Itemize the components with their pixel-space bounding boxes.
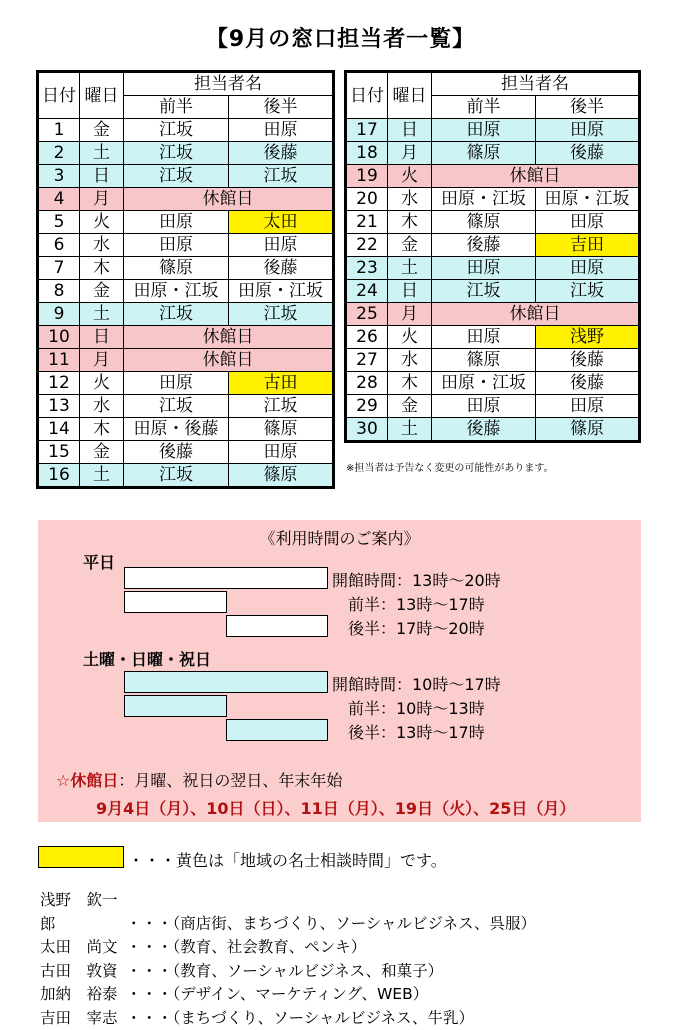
first-half-staff: 篠原 (432, 211, 536, 234)
table-row (38, 326, 334, 349)
table-row (346, 372, 640, 395)
weekday-cell: 日 (80, 326, 124, 349)
table-row (38, 303, 334, 326)
weekend-first-bar (124, 695, 227, 717)
weekday-open-label: 開館時間：13時～20時 (332, 568, 501, 591)
date-cell: 6 (38, 234, 80, 257)
table-row (38, 418, 334, 441)
weekday-cell: 金 (80, 441, 124, 464)
first-half-staff: 江坂 (124, 464, 229, 488)
advisor-item (40, 983, 536, 1007)
table-row (346, 326, 640, 349)
weekday-heading: 平日 (83, 550, 115, 573)
second-half-header: 後半 (229, 96, 334, 119)
table-row (38, 280, 334, 303)
first-half-staff: 江坂 (124, 395, 229, 418)
date-cell: 19 (346, 165, 388, 188)
first-half-header: 前半 (432, 96, 536, 119)
second-half-staff: 田原・江坂 (536, 188, 640, 211)
date-cell: 10 (38, 326, 80, 349)
weekday-cell: 火 (388, 326, 432, 349)
closed-dates: 9月4日（月）、10日（日）、11日（月）、19日（火）、25日（月） (96, 796, 575, 819)
date-header: 日付 (346, 72, 388, 119)
weekday-cell: 土 (80, 464, 124, 488)
date-cell: 24 (346, 280, 388, 303)
date-cell: 29 (346, 395, 388, 418)
second-half-staff: 江坂 (536, 280, 640, 303)
date-cell: 11 (38, 349, 80, 372)
second-half-staff: 太田 (229, 211, 334, 234)
weekday-cell: 金 (388, 234, 432, 257)
table-header-row (38, 72, 334, 96)
table-row (346, 188, 640, 211)
weekday-cell: 火 (80, 372, 124, 395)
second-half-staff: 田原 (229, 234, 334, 257)
weekday-cell: 木 (388, 211, 432, 234)
date-cell: 9 (38, 303, 80, 326)
second-half-staff: 田原 (536, 395, 640, 418)
date-cell: 14 (38, 418, 80, 441)
closed-days-desc: ：月曜、祝日の翌日、年末年始 (118, 771, 342, 790)
advisor-item (40, 889, 536, 936)
table-row (38, 188, 334, 211)
first-half-staff: 江坂 (124, 119, 229, 142)
closed-days-line (56, 768, 342, 791)
table-row (346, 303, 640, 326)
weekend-second-label: 後半：13時～17時 (348, 720, 485, 743)
advisor-name: 浅野 欽一郎 (40, 889, 126, 936)
table-row (346, 395, 640, 418)
table-row (38, 165, 334, 188)
date-cell: 5 (38, 211, 80, 234)
second-half-staff: 後藤 (536, 349, 640, 372)
table-row (346, 165, 640, 188)
weekday-cell: 木 (80, 257, 124, 280)
advisor-item (40, 936, 536, 960)
advisor-name: 古田 敦資 (40, 960, 126, 984)
first-half-staff: 江坂 (124, 303, 229, 326)
weekday-header: 曜日 (80, 72, 124, 119)
advisor-desc: ・・・（デザイン、マーケティング、WEB） (126, 985, 428, 1003)
second-half-staff: 田原 (229, 441, 334, 464)
weekday-second-label: 後半：17時～20時 (348, 616, 485, 639)
first-half-staff: 江坂 (124, 142, 229, 165)
advisor-item (40, 1007, 536, 1030)
date-cell: 21 (346, 211, 388, 234)
second-half-staff: 江坂 (229, 395, 334, 418)
advisor-desc: ・・・（まちづくり、ソーシャルビジネス、牛乳） (126, 1009, 474, 1027)
second-half-staff: 江坂 (229, 165, 334, 188)
yellow-legend-swatch (38, 846, 124, 868)
first-half-staff: 後藤 (124, 441, 229, 464)
table-row (346, 349, 640, 372)
weekday-cell: 日 (388, 119, 432, 142)
date-cell: 4 (38, 188, 80, 211)
date-cell: 3 (38, 165, 80, 188)
advisor-desc: ・・・（教育、社会教育、ペンキ） (126, 938, 366, 956)
hours-info-panel (38, 520, 641, 822)
date-cell: 28 (346, 372, 388, 395)
closed-cell: 休館日 (432, 303, 640, 326)
weekday-cell: 水 (80, 234, 124, 257)
first-half-staff: 後藤 (432, 234, 536, 257)
first-half-staff: 田原 (432, 257, 536, 280)
weekday-cell: 金 (80, 119, 124, 142)
first-half-staff: 後藤 (432, 418, 536, 442)
weekday-cell: 火 (388, 165, 432, 188)
weekday-cell: 木 (80, 418, 124, 441)
table-header-row (346, 72, 640, 96)
second-half-staff: 古田 (229, 372, 334, 395)
table-row (38, 142, 334, 165)
table-row (38, 257, 334, 280)
second-half-staff: 田原 (536, 211, 640, 234)
first-half-staff: 田原 (124, 211, 229, 234)
first-half-staff: 田原・江坂 (432, 372, 536, 395)
closed-cell: 休館日 (124, 188, 334, 211)
first-half-staff: 田原 (124, 234, 229, 257)
schedule-table-right (344, 70, 641, 443)
first-half-staff: 田原 (432, 119, 536, 142)
date-cell: 12 (38, 372, 80, 395)
weekday-cell: 金 (80, 280, 124, 303)
first-half-staff: 田原・江坂 (432, 188, 536, 211)
table-row (38, 234, 334, 257)
weekday-header: 曜日 (388, 72, 432, 119)
first-half-staff: 江坂 (432, 280, 536, 303)
weekday-cell: 火 (80, 211, 124, 234)
date-cell: 23 (346, 257, 388, 280)
advisor-name: 太田 尚文 (40, 936, 126, 960)
change-note: ※担当者は予告なく変更の可能性があります。 (346, 459, 554, 474)
first-half-staff: 篠原 (432, 349, 536, 372)
date-cell: 27 (346, 349, 388, 372)
second-half-staff: 篠原 (229, 418, 334, 441)
date-cell: 2 (38, 142, 80, 165)
advisor-list (40, 889, 536, 1030)
second-half-header: 後半 (536, 96, 640, 119)
first-half-staff: 田原・江坂 (124, 280, 229, 303)
table-row (38, 395, 334, 418)
weekday-cell: 日 (80, 165, 124, 188)
table-row (38, 441, 334, 464)
table-row (346, 234, 640, 257)
closed-days-label: ☆休館日 (56, 771, 118, 790)
page-title: 【9月の窓口担当者一覧】 (0, 22, 681, 53)
weekday-cell: 水 (388, 188, 432, 211)
weekday-cell: 土 (80, 142, 124, 165)
table-row (346, 280, 640, 303)
table-row (38, 464, 334, 488)
yellow-legend-text: ・・・黄色は「地域の名士相談時間」です。 (128, 848, 447, 871)
date-cell: 17 (346, 119, 388, 142)
date-cell: 8 (38, 280, 80, 303)
date-cell: 15 (38, 441, 80, 464)
weekend-open-bar (124, 671, 328, 693)
weekday-cell: 月 (388, 142, 432, 165)
date-cell: 16 (38, 464, 80, 488)
weekend-second-bar (226, 719, 328, 741)
second-half-staff: 江坂 (229, 303, 334, 326)
first-half-header: 前半 (124, 96, 229, 119)
first-half-staff: 江坂 (124, 165, 229, 188)
table-row (38, 349, 334, 372)
weekday-second-bar (226, 615, 328, 637)
date-cell: 26 (346, 326, 388, 349)
date-cell: 20 (346, 188, 388, 211)
date-cell: 25 (346, 303, 388, 326)
weekday-cell: 土 (388, 257, 432, 280)
weekday-cell: 月 (80, 188, 124, 211)
second-half-staff: 田原 (536, 257, 640, 280)
first-half-staff: 田原 (432, 326, 536, 349)
weekday-first-bar (124, 591, 227, 613)
table-row (346, 257, 640, 280)
second-half-staff: 後藤 (229, 257, 334, 280)
table-row (38, 119, 334, 142)
table-row (346, 142, 640, 165)
advisor-name: 加納 裕泰 (40, 983, 126, 1007)
closed-cell: 休館日 (124, 349, 334, 372)
date-cell: 1 (38, 119, 80, 142)
weekend-open-label: 開館時間：10時～17時 (332, 672, 501, 695)
second-half-staff: 後藤 (229, 142, 334, 165)
first-half-staff: 田原 (432, 395, 536, 418)
table-row (38, 211, 334, 234)
weekday-cell: 日 (388, 280, 432, 303)
second-half-staff: 後藤 (536, 142, 640, 165)
weekday-cell: 月 (388, 303, 432, 326)
staff-header: 担当者名 (432, 72, 640, 96)
second-half-staff: 浅野 (536, 326, 640, 349)
weekday-cell: 土 (388, 418, 432, 442)
schedule-table-left (36, 70, 335, 489)
first-half-staff: 田原・後藤 (124, 418, 229, 441)
date-cell: 30 (346, 418, 388, 442)
second-half-staff: 篠原 (229, 464, 334, 488)
weekday-cell: 水 (80, 395, 124, 418)
table-row (346, 418, 640, 442)
second-half-staff: 田原 (536, 119, 640, 142)
date-cell: 13 (38, 395, 80, 418)
closed-cell: 休館日 (432, 165, 640, 188)
second-half-staff: 田原・江坂 (229, 280, 334, 303)
closed-cell: 休館日 (124, 326, 334, 349)
table-row (38, 372, 334, 395)
staff-header: 担当者名 (124, 72, 334, 96)
first-half-staff: 篠原 (432, 142, 536, 165)
advisor-desc: ・・・（商店街、まちづくり、ソーシャルビジネス、呉服） (126, 915, 536, 933)
advisor-name: 吉田 宰志 (40, 1007, 126, 1030)
weekend-heading: 土曜・日曜・祝日 (83, 647, 211, 670)
second-half-staff: 田原 (229, 119, 334, 142)
hours-info-title: 《利用時間のご案内》 (38, 526, 641, 549)
second-half-staff: 吉田 (536, 234, 640, 257)
weekend-first-label: 前半：10時～13時 (348, 696, 485, 719)
date-cell: 7 (38, 257, 80, 280)
weekday-cell: 金 (388, 395, 432, 418)
weekday-first-label: 前半：13時～17時 (348, 592, 485, 615)
second-half-staff: 後藤 (536, 372, 640, 395)
weekday-open-bar (124, 567, 328, 589)
table-row (346, 211, 640, 234)
advisor-item (40, 960, 536, 984)
table-row (346, 119, 640, 142)
weekday-cell: 月 (80, 349, 124, 372)
date-header: 日付 (38, 72, 80, 119)
weekday-cell: 木 (388, 372, 432, 395)
first-half-staff: 田原 (124, 372, 229, 395)
date-cell: 18 (346, 142, 388, 165)
second-half-staff: 篠原 (536, 418, 640, 442)
advisor-desc: ・・・（教育、ソーシャルビジネス、和菓子） (126, 962, 443, 980)
weekday-cell: 水 (388, 349, 432, 372)
first-half-staff: 篠原 (124, 257, 229, 280)
weekday-cell: 土 (80, 303, 124, 326)
date-cell: 22 (346, 234, 388, 257)
